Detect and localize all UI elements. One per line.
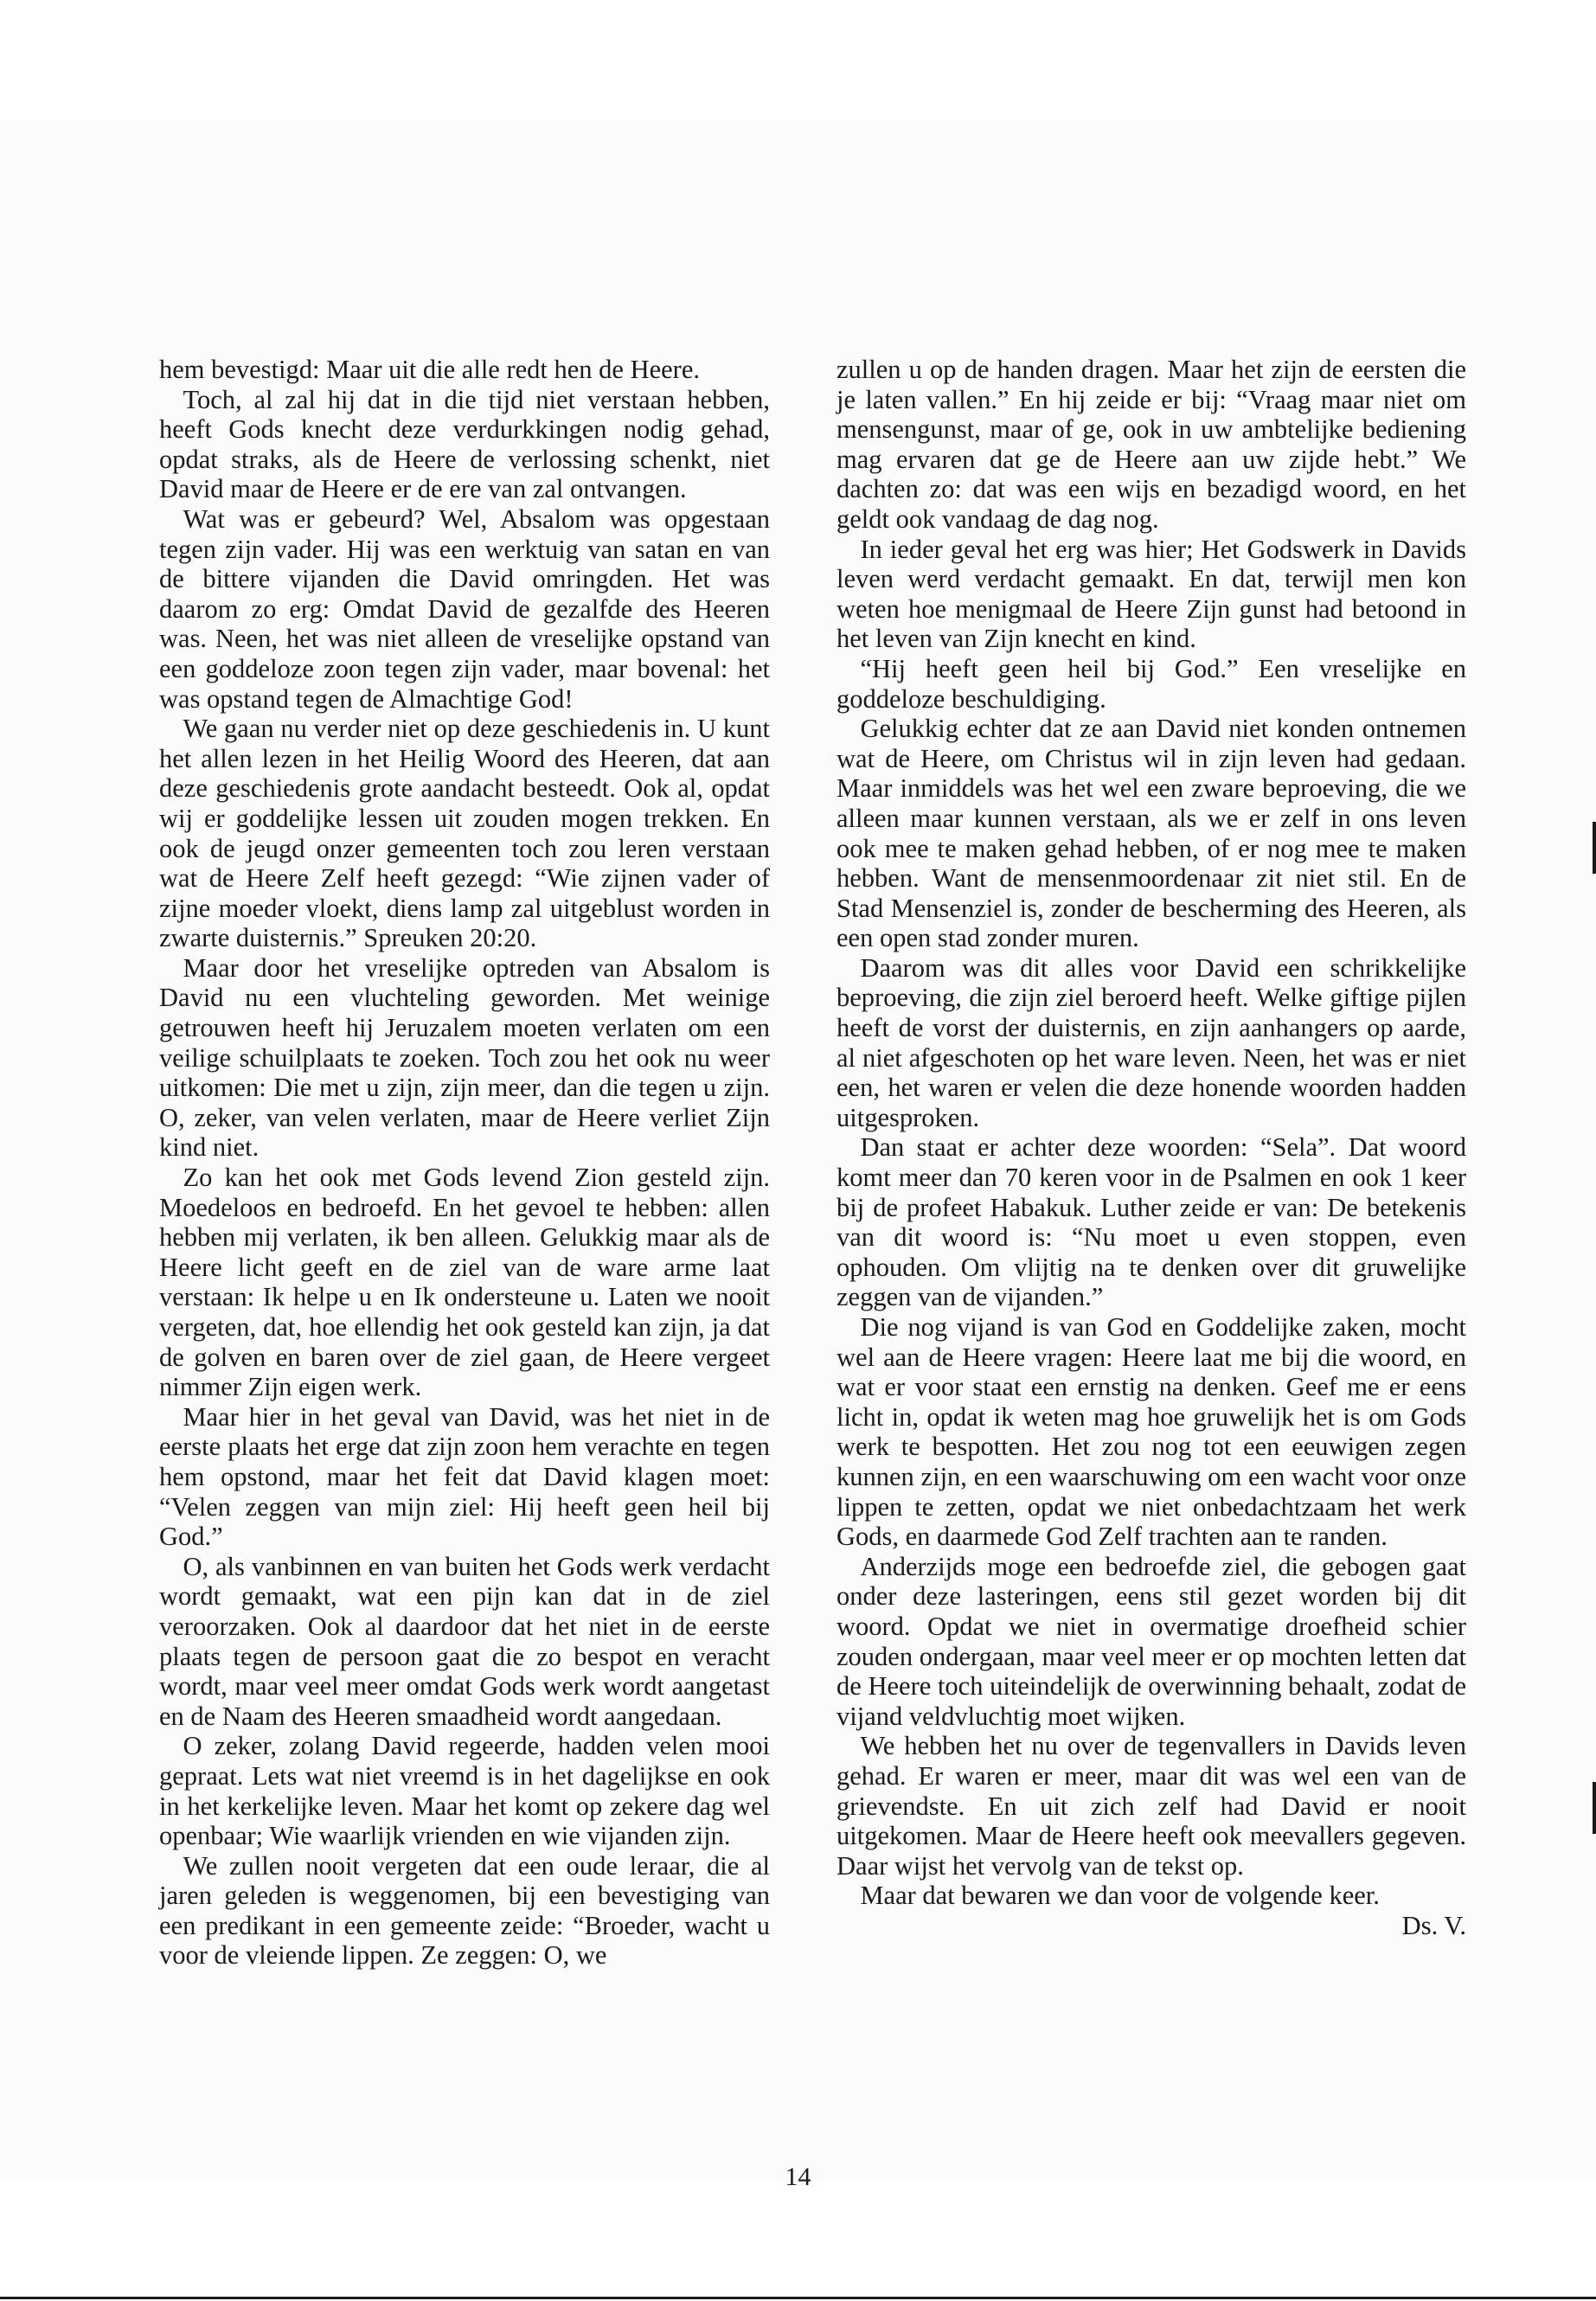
paragraph: Anderzijds moge een bedroefde ziel, die gebogen gaat onder deze lasteringen, eens stil gezet worden bij dit woord. Opdat we niet in overmatige droefheid schier zouden ondergaan, maar veel meer er op mochten letten dat de Heere toch uiteindelijk de overwinning behaalt, zodat de vijand veldvluchtig moet wijken. (836, 1551, 1466, 1731)
paragraph: We zullen nooit vergeten dat een oude leraar, die al jaren geleden is weggenomen, bij een bevestiging van een predikant in een gemeente zeide: “Broeder, wacht u voor de vleiende lippen. Ze zeggen: O, we (159, 1850, 770, 1971)
author-signature: Ds. V. (1401, 1910, 1466, 1940)
paragraph: We hebben het nu over de tegenvallers in Davids leven gehad. Er waren er meer, maar dit was wel een van de grievendste. En uit zich zelf had David er nooit uitgekomen. Maar de Heere heeft ook meevallers gegeven. Daar wijst het vervolg van de tekst op. (836, 1731, 1466, 1881)
document-page (0, 121, 1596, 2191)
paragraph: Gelukkig echter dat ze aan David niet konden ontnemen wat de Heere, om Christus wil in zijn leven had gedaan. Maar inmiddels was het wel een zware beproeving, die we alleen maar kunnen verstaan, als we er zelf in ons leven ook mee te maken gehad hebben, of er nog mee te maken hebben. Want de mensenmoordenaar zit niet stil. En de Stad Mensenziel is, zonder de bescherming des Heeren, als een open stad zonder muren. (836, 714, 1466, 953)
paragraph: Zo kan het ook met Gods levend Zion gesteld zijn. Moedeloos en bedroefd. En het gevoel te hebben: allen hebben mij verlaten, ik ben alleen. Gelukkig maar als de Heere licht geeft en de ziel van de ware arme laat verstaan: Ik helpe u en Ik ondersteune u. Laten we nooit vergeten, dat, hoe ellendig het ook gesteld kan zijn, ja dat de golven en baren over de ziel gaan, de Heere vergeet nimmer Zijn eigen werk. (159, 1163, 770, 1402)
scan-edge-mark (1593, 822, 1596, 874)
scan-edge-mark (1593, 1782, 1596, 1834)
paragraph: In ieder geval het erg was hier; Het Godswerk in Davids leven werd verdacht gemaakt. En dat, terwijl men kon weten hoe menigmaal de Heere Zijn gunst had betoond in het leven van Zijn knecht en kind. (836, 534, 1466, 654)
paragraph: hem bevestigd: Maar uit die alle redt hen de Heere. (159, 355, 700, 384)
paragraph: zullen u op de handen dragen. Maar het zijn de eersten die je laten vallen.” En hij zeide er bij: “Vraag maar niet om mensengunst, maar of ge, ook in uw ambtelijke bediening mag ervaren dat ge de Heere aan uw zijde hebt.” We dachten zo: dat was een wijs en bezadigd woord, en het geldt ook vandaag de dag nog. (836, 355, 1466, 534)
paragraph: Maar dat bewaren we dan voor de volgende keer. (860, 1881, 1380, 1911)
paragraph: Die nog vijand is van God en Goddelijke zaken, mocht wel aan de Heere vragen: Heere laat me bij die woord, en wat er voor staat een ernstig na denken. Geef me er eens licht in, opdat ik weten mag hoe gruwelijk het is om Gods werk te bespotten. Het zou nog tot een eeuwigen zegen kunnen zijn, en een waarschuwing om een wacht voor onze lippen te zetten, opdat we niet onbedachtzaam het werk Gods, en daarmede God Zelf trachten aan te randen. (836, 1312, 1466, 1552)
paragraph: Daarom was dit alles voor David een schrikkelijke beproeving, die zijn ziel beroerd heeft. Welke giftige pijlen heeft de vorst der duisternis, en zijn aanhangers op aarde, al niet afgeschoten op het ware leven. Neen, het was er niet een, het waren er velen die deze honende woorden hadden uitgesproken. (836, 952, 1466, 1132)
paragraph: Maar hier in het geval van David, was het niet in de eerste plaats het erge dat zijn zoon hem verachte en tegen hem opstond, maar het feit dat David klagen moet: “Velen zeggen van mijn ziel: Hij heeft geen heil bij God.” (159, 1401, 770, 1552)
paragraph: Maar door het vreselijke optreden van Absalom is David nu een vluchteling geworden. Met weinige getrouwen heeft hij Jeruzalem moeten verlaten om een veilige schuilplaats te zoeken. Toch zou het ook nu weer uitkomen: Die met u zijn, zijn meer, dan die tegen u zijn. O, zeker, van velen verlaten, maar de Heere verliet Zijn kind niet. (159, 952, 770, 1163)
page-number: 14 (785, 2163, 811, 2191)
paragraph: O, als vanbinnen en van buiten het Gods werk verdacht wordt gemaakt, wat een pijn kan dat in de ziel veroorzaken. Ook al daardoor dat het niet in de eerste plaats tegen de persoon gaat die zo bespot en veracht wordt, maar veel meer omdat Gods werk wordt aangetast en de Naam des Heeren smaadheid wordt aangedaan. (159, 1551, 770, 1731)
paragraph: We gaan nu verder niet op deze geschiedenis in. U kunt het allen lezen in het Heilig Woord des Heeren, dat aan deze geschiedenis grote aandacht besteedt. Ook al, opdat wij er goddelijke lessen uit zouden mogen trekken. En ook de jeugd onzer gemeenten toch zou leren verstaan wat de Heere Zelf heeft gezegd: “Wie zijnen vader of zijne moeder vloekt, diens lamp zal uitgeblust worden in zwarte duisternis.” Spreuken 20:20. (159, 714, 770, 953)
paragraph: Dan staat er achter deze woorden: “Sela”. Dat woord komt meer dan 70 keren voor in de Psalmen en ook 1 keer bij de profeet Habakuk. Luther zeide er van: De betekenis van dit woord is: “Nu moet u even stoppen, even ophouden. Om vlijtig na te denken over dit gruwelijke zeggen van de vijanden.” (836, 1132, 1466, 1312)
bottom-rule-divider (0, 2297, 1596, 2299)
paragraph: Wat was er gebeurd? Wel, Absalom was opgestaan tegen zijn vader. Hij was een werktuig van satan en van de bittere vijanden die David omringden. Het was daarom zo erg: Omdat David de gezalfde des Heeren was. Neen, het was niet alleen de vreselijke opstand van een goddeloze zoon tegen zijn vader, maar bovenal: het was opstand tegen de Almachtige God! (159, 503, 770, 714)
left-text-column (159, 355, 770, 1971)
paragraph: O zeker, zolang David regeerde, hadden velen mooi gepraat. Lets wat niet vreemd is in het dagelijkse en ook in het kerkelijke leven. Maar het komt op zekere dag wel openbaar; Wie waarlijk vrienden en wie vijanden zijn. (159, 1731, 770, 1851)
paragraph: Toch, al zal hij dat in die tijd niet verstaan hebben, heeft Gods knecht deze verdurkkingen nodig gehad, opdat straks, als de Heere de verlossing schenkt, niet David maar de Heere er de ere van zal ontvangen. (159, 384, 770, 504)
right-text-column (836, 355, 1466, 1940)
paragraph: “Hij heeft geen heil bij God.” Een vreselijke en goddeloze beschuldiging. (836, 653, 1466, 714)
